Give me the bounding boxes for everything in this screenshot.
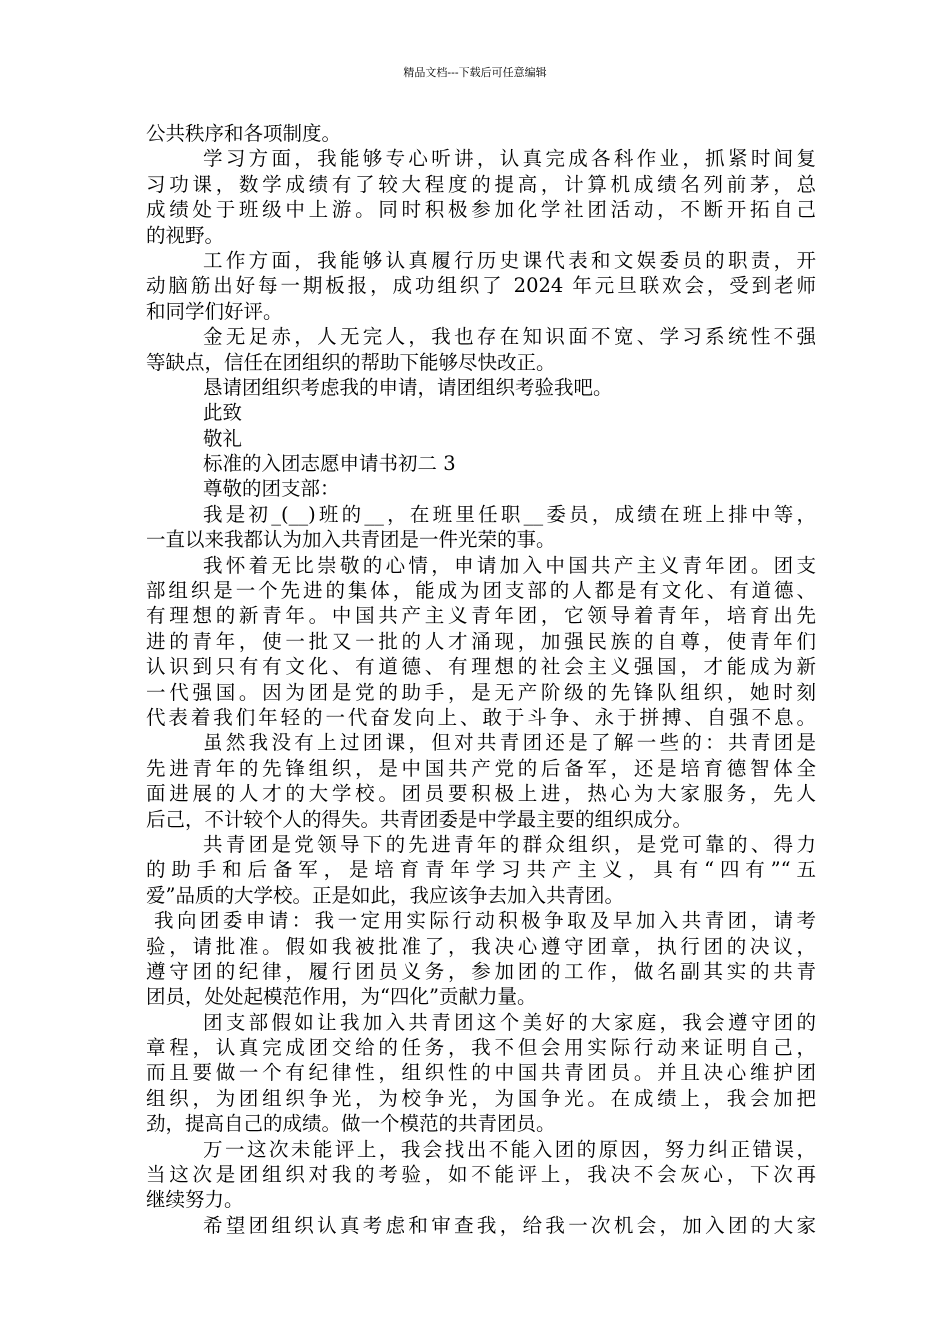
text-line: 希望团组织认真考虑和审查我，给我一次机会，加入团的大家 bbox=[203, 1213, 816, 1237]
text-line: 代表着我们年轻的一代奋发向上、敢于斗争、永于拼搏、自强不息。 bbox=[146, 705, 816, 729]
text-line: 组织，为团组织争光，为校争光，为国争光。在成绩上，我会加把 bbox=[146, 1086, 816, 1110]
text-line: 的助手和后备军，是培育青年学习共产主义，具有“四有”“五 bbox=[146, 858, 816, 882]
text-line: 工作方面，我能够认真履行历史课代表和文娱委员的职责，开 bbox=[203, 248, 816, 272]
text-line: 部组织是一个先进的集体，能成为团支部的人都是有文化、有道德、 bbox=[146, 579, 816, 603]
text-line: 此致 bbox=[203, 401, 243, 425]
text-line: 虽然我没有上过团课，但对共青团还是了解一些的：共青团是 bbox=[203, 731, 816, 755]
text-line: 遵守团的纪律，履行团员义务，参加团的工作，做名副其实的共青 bbox=[146, 959, 816, 983]
text-line: 后己，不计较个人的得失。共青团委是中学最主要的组织成分。 bbox=[146, 807, 693, 831]
text-line: 的视野。 bbox=[146, 223, 225, 247]
text-line: 而且要做一个有纪律性，组织性的中国共青团员。并且决心维护团 bbox=[146, 1061, 816, 1085]
text-line: 金无足赤，人无完人，我也存在知识面不宽、学习系统性不强 bbox=[203, 325, 816, 349]
text-line: 尊敬的团支部： bbox=[203, 477, 340, 501]
text-line: 我向团委申请：我一定用实际行动积极争取及早加入共青团，请考 bbox=[154, 909, 816, 933]
text-line: 进的青年，使一批又一批的人才涌现，加强民族的自尊，使青年们 bbox=[146, 629, 816, 653]
text-line: 章程，认真完成团交给的任务，我不但会用实际行动来证明自己， bbox=[146, 1036, 816, 1060]
text-line: 公共秩序和各项制度。 bbox=[146, 122, 342, 145]
text-line: 学习方面，我能够专心听讲，认真完成各科作业，抓紧时间复 bbox=[203, 147, 816, 171]
text-line: 共青团是党领导下的先进青年的群众组织，是党可靠的、得力 bbox=[203, 832, 816, 856]
text-line: 和同学们好评。 bbox=[146, 299, 283, 323]
text-line: 爱”品质的大学校。正是如此，我应该争去加入共青团。 bbox=[146, 883, 624, 907]
text-line: 一直以来我都认为加入共青团是一件光荣的事。 bbox=[146, 528, 556, 552]
text-line: 劲，提高自己的成绩。做一个模范的共青团员。 bbox=[146, 1112, 556, 1136]
text-line: 验，请批准。假如我被批准了，我决心遵守团章，执行团的决议， bbox=[146, 934, 816, 958]
text-line: 等缺点，信任在团组织的帮助下能够尽快改正。 bbox=[146, 350, 556, 374]
text-line: 一代强国。因为团是党的助手，是无产阶级的先锋队组织，她时刻 bbox=[146, 680, 816, 704]
text-line: 当这次是团组织对我的考验，如不能评上，我决不会灰心，下次再 bbox=[146, 1163, 816, 1187]
text-line: 有理想的新青年。中国共产主义青年团，它领导着青年，培育出先 bbox=[146, 604, 816, 628]
text-line: 团支部假如让我加入共青团这个美好的大家庭，我会遵守团的 bbox=[203, 1010, 816, 1034]
text-line: 我是初_(__)班的__，在班里任职__委员，成绩在班上排中等， bbox=[203, 502, 816, 526]
text-line: 恳请团组织考虑我的申请，请团组织考验我吧。 bbox=[203, 375, 613, 399]
text-line: 面进展的人才的大学校。团员要积极上进，热心为大家服务，先人 bbox=[146, 782, 816, 806]
text-line: 万一这次未能评上，我会找出不能入团的原因，努力纠正错误， bbox=[203, 1137, 816, 1161]
text-line: 认识到只有有文化、有道德、有理想的社会主义强国，才能成为新 bbox=[146, 655, 816, 679]
text-line: 动脑筋出好每一期板报，成功组织了 2024 年元旦联欢会，受到老师 bbox=[146, 274, 816, 298]
text-line: 先进青年的先锋组织，是中国共产党的后备军，还是培育德智体全 bbox=[146, 756, 816, 780]
text-line: 成绩处于班级中上游。同时积极参加化学社团活动，不断开拓自己 bbox=[146, 198, 816, 222]
text-line: 标准的入团志愿申请书初二 3 bbox=[203, 452, 456, 476]
text-line: 敬礼 bbox=[203, 426, 243, 450]
text-line: 团员，处处起模范作用，为“四化”贡献力量。 bbox=[146, 985, 537, 1009]
document-body bbox=[146, 121, 816, 1238]
text-line: 继续努力。 bbox=[146, 1188, 244, 1212]
text-line: 习功课，数学成绩有了较大程度的提高，计算机成绩名列前茅，总 bbox=[146, 172, 816, 196]
page-header: 精品文档---下载后可任意编辑 bbox=[403, 66, 547, 79]
text-line: 我怀着无比崇敬的心情，申请加入中国共产主义青年团。团支 bbox=[203, 553, 816, 577]
